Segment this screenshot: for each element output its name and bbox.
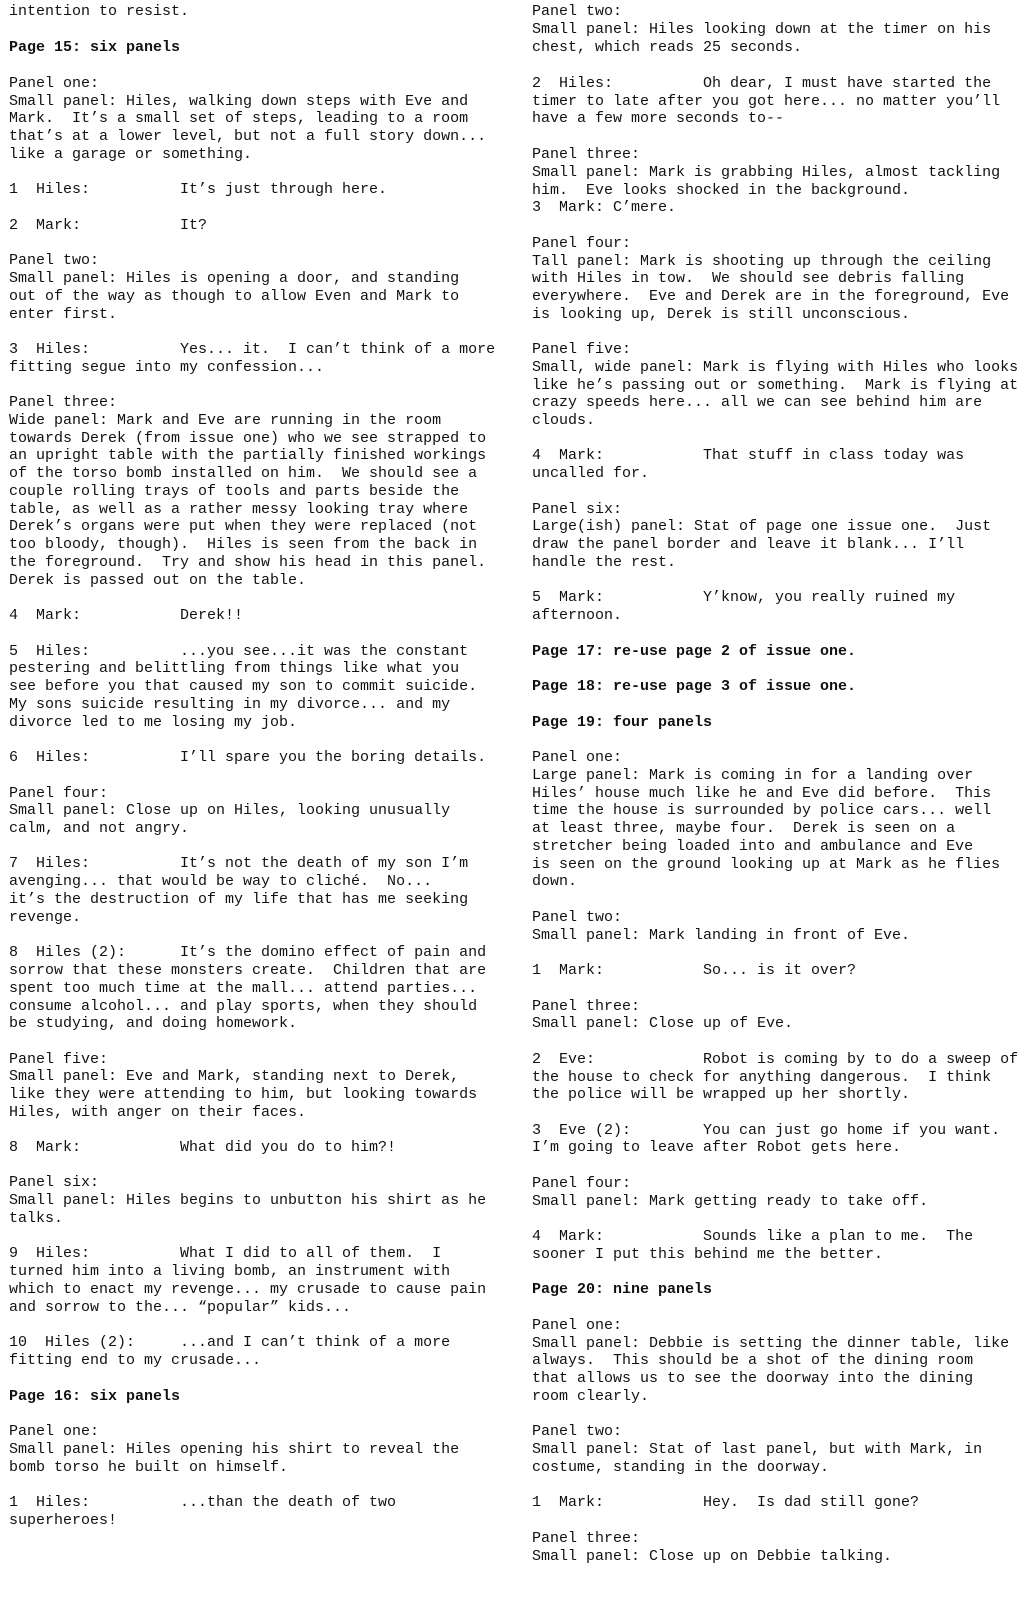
right-script-line: Panel one:: [532, 749, 623, 766]
left-script-line: like they were attending to him, but looking towards: [9, 1086, 478, 1103]
left-script-line: 8 Mark: What did you do to him?!: [9, 1139, 397, 1156]
left-script-line: 3 Hiles: Yes... it. I can’t think of a more: [9, 341, 496, 358]
left-script-line: superheroes!: [9, 1512, 118, 1529]
right-script-line: Panel one:: [532, 1317, 623, 1334]
right-script-line: everywhere. Eve and Derek are in the foreground, Eve: [532, 288, 1010, 305]
left-script-line: 7 Hiles: It’s not the death of my son I’m: [9, 855, 469, 872]
right-script-line: 2 Eve: Robot is coming by to do a sweep of: [532, 1051, 1019, 1068]
right-page-heading: Page 17: re-use page 2 of issue one.: [532, 643, 857, 660]
left-script-line: and sorrow to the... “popular” kids...: [9, 1299, 352, 1316]
left-script-line: Panel one:: [9, 75, 100, 92]
right-script-line: timer to late after you got here... no matter you’ll: [532, 93, 1001, 110]
left-script-line: table, as well as a rather messy looking tray where: [9, 501, 469, 518]
right-page-heading: Page 18: re-use page 3 of issue one.: [532, 678, 857, 695]
left-script-line: which to enact my revenge... my crusade to cause pain: [9, 1281, 487, 1298]
right-script-line: clouds.: [532, 412, 596, 429]
right-script-line: have a few more seconds to--: [532, 110, 785, 127]
left-script-line: Mark. It’s a small set of steps, leading to a room: [9, 110, 469, 127]
left-script-line: 5 Hiles: ...you see...it was the constant: [9, 643, 469, 660]
left-script-line: fitting segue into my confession...: [9, 359, 325, 376]
left-script-line: Hiles, with anger on their faces.: [9, 1104, 307, 1121]
right-script-line: Panel three:: [532, 146, 641, 163]
right-script-line: Small panel: Debbie is setting the dinner table, like: [532, 1335, 1010, 1352]
right-script-line: Hiles’ house much like he and Eve did before. This: [532, 785, 992, 802]
left-script-line: like a garage or something.: [9, 146, 253, 163]
left-script-line: bomb torso he built on himself.: [9, 1459, 289, 1476]
right-script-line: Panel two:: [532, 1423, 623, 1440]
right-script-line: Panel six:: [532, 501, 623, 518]
left-script-line: talks.: [9, 1210, 64, 1227]
left-script-line: an upright table with the partially finished workings: [9, 447, 487, 464]
left-script-line: divorce led to me losing my job.: [9, 714, 298, 731]
right-script-line: 3 Mark: C’mere.: [532, 199, 677, 216]
right-script-line: is seen on the ground looking up at Mark as he flies: [532, 856, 1001, 873]
right-script-line: uncalled for.: [532, 465, 650, 482]
left-script-line: 9 Hiles: What I did to all of them. I: [9, 1245, 442, 1262]
right-script-line: Small panel: Close up of Eve.: [532, 1015, 794, 1032]
left-script-line: consume alcohol... and play sports, when they should: [9, 998, 478, 1015]
left-script-line: 2 Mark: It?: [9, 217, 208, 234]
right-script-line: stretcher being loaded into and ambulance and Eve: [532, 838, 974, 855]
right-script-line: that allows us to see the doorway into the dining: [532, 1370, 974, 1387]
left-script-line: of the torso bomb installed on him. We should see a: [9, 465, 478, 482]
left-script-line: Panel four:: [9, 785, 109, 802]
right-script-line: 1 Mark: So... is it over?: [532, 962, 857, 979]
left-script-line: Small panel: Close up on Hiles, looking unusually: [9, 802, 451, 819]
right-script-line: with Hiles in tow. We should see debris falling: [532, 270, 965, 287]
right-script-line: always. This should be a shot of the dining room: [532, 1352, 974, 1369]
left-script-line: that’s at a lower level, but not a full story down...: [9, 128, 487, 145]
right-script-line: 5 Mark: Y’know, you really ruined my: [532, 589, 956, 606]
right-script-line: Tall panel: Mark is shooting up through the ceiling: [532, 253, 992, 270]
left-script-line: see before you that caused my son to commit suicide.: [9, 678, 478, 695]
right-page-heading: Page 20: nine panels: [532, 1281, 713, 1298]
left-page-heading: Page 15: six panels: [9, 39, 181, 56]
right-script-line: Small panel: Hiles looking down at the timer on his: [532, 21, 992, 38]
right-script-line: Small, wide panel: Mark is flying with Hiles who looks: [532, 359, 1019, 376]
left-script-line: avenging... that would be way to cliché. No...: [9, 873, 433, 890]
left-script-line: Panel six:: [9, 1174, 100, 1191]
left-script-line: 6 Hiles: I’ll spare you the boring details.: [9, 749, 487, 766]
left-script-line: out of the way as though to allow Even and Mark to: [9, 288, 460, 305]
right-script-line: crazy speeds here... all we can see behind him are: [532, 394, 983, 411]
right-script-line: Small panel: Stat of last panel, but with Mark, in: [532, 1441, 983, 1458]
left-script-line: enter first.: [9, 306, 118, 323]
right-script-line: sooner I put this behind me the better.: [532, 1246, 884, 1263]
right-script-line: afternoon.: [532, 607, 623, 624]
right-script-line: 1 Mark: Hey. Is dad still gone?: [532, 1494, 920, 1511]
right-script-line: Panel two:: [532, 909, 623, 926]
left-script-line: towards Derek (from issue one) who we see strapped to: [9, 430, 487, 447]
right-script-line: I’m going to leave after Robot gets here.: [532, 1139, 902, 1156]
left-script-line: Panel two:: [9, 252, 100, 269]
left-script-line: Small panel: Eve and Mark, standing next to Derek,: [9, 1068, 460, 1085]
right-page-heading: Page 19: four panels: [532, 714, 713, 731]
right-script-line: Small panel: Mark getting ready to take off.: [532, 1193, 929, 1210]
right-script-line: draw the panel border and leave it blank... I’ll: [532, 536, 965, 553]
right-script-line: Panel four:: [532, 1175, 632, 1192]
left-script-line: Small panel: Hiles is opening a door, and standing: [9, 270, 460, 287]
left-script-line: 10 Hiles (2): ...and I can’t think of a more: [9, 1334, 451, 1351]
left-script-line: calm, and not angry.: [9, 820, 190, 837]
left-script-line: it’s the destruction of my life that has me seeking: [9, 891, 469, 908]
left-script-line: Small panel: Hiles, walking down steps with Eve and: [9, 93, 469, 110]
left-script-line: 1 Hiles: ...than the death of two: [9, 1494, 397, 1511]
left-script-line: Derek’s organs were put when they were replaced (not: [9, 518, 478, 535]
left-script-line: turned him into a living bomb, an instrument with: [9, 1263, 451, 1280]
left-script-line: fitting end to my crusade...: [9, 1352, 262, 1369]
right-script-line: the house to check for anything dangerous. I think: [532, 1069, 992, 1086]
left-script-line: My sons suicide resulting in my divorce... and my: [9, 696, 451, 713]
right-script-line: him. Eve looks shocked in the background.: [532, 182, 911, 199]
right-script-line: chest, which reads 25 seconds.: [532, 39, 803, 56]
left-script-line: sorrow that these monsters create. Children that are: [9, 962, 487, 979]
left-script-line: Panel five:: [9, 1051, 109, 1068]
left-script-line: 4 Mark: Derek!!: [9, 607, 244, 624]
left-script-line: 8 Hiles (2): It’s the domino effect of pain and: [9, 944, 487, 961]
right-script-line: Panel three:: [532, 1530, 641, 1547]
left-script-line: Derek is passed out on the table.: [9, 572, 307, 589]
left-script-line: the foreground. Try and show his head in this panel.: [9, 554, 487, 571]
left-script-line: 1 Hiles: It’s just through here.: [9, 181, 388, 198]
right-script-line: Large(ish) panel: Stat of page one issue one. Just: [532, 518, 992, 535]
right-script-line: Panel two:: [532, 3, 623, 20]
right-script-line: costume, standing in the doorway.: [532, 1459, 830, 1476]
left-script-line: too bloody, though). Hiles is seen from the back in: [9, 536, 478, 553]
right-script-line: 2 Hiles: Oh dear, I must have started the: [532, 75, 992, 92]
right-script-line: handle the rest.: [532, 554, 677, 571]
left-script-line: couple rolling trays of tools and parts beside the: [9, 483, 460, 500]
right-script-line: time the house is surrounded by police cars... well: [532, 802, 992, 819]
right-script-line: Panel three:: [532, 998, 641, 1015]
right-script-line: Panel five:: [532, 341, 632, 358]
left-script-line: be studying, and doing homework.: [9, 1015, 298, 1032]
right-script-line: like he’s passing out or something. Mark is flying at: [532, 377, 1019, 394]
right-script-line: Panel four:: [532, 235, 632, 252]
left-script-line: Wide panel: Mark and Eve are running in the room: [9, 412, 442, 429]
right-script-line: Small panel: Mark landing in front of Eve.: [532, 927, 911, 944]
right-script-line: is looking up, Derek is still unconscious.: [532, 306, 911, 323]
right-script-line: room clearly.: [532, 1388, 650, 1405]
left-script-line: pestering and belittling from things like what you: [9, 660, 460, 677]
left-script-line: Panel one:: [9, 1423, 100, 1440]
right-script-line: Small panel: Mark is grabbing Hiles, almost tackling: [532, 164, 1001, 181]
left-script-line: intention to resist.: [9, 3, 190, 20]
right-script-line: down.: [532, 873, 578, 890]
left-script-line: Small panel: Hiles begins to unbutton his shirt as he: [9, 1192, 487, 1209]
left-script-line: revenge.: [9, 909, 82, 926]
right-script-line: at least three, maybe four. Derek is seen on a: [532, 820, 956, 837]
right-script-line: 4 Mark: Sounds like a plan to me. The: [532, 1228, 974, 1245]
right-script-line: Large panel: Mark is coming in for a landing over: [532, 767, 974, 784]
left-page-heading: Page 16: six panels: [9, 1388, 181, 1405]
right-script-line: the police will be wrapped up her shortly.: [532, 1086, 911, 1103]
left-script-line: Panel three:: [9, 394, 118, 411]
right-script-line: 4 Mark: That stuff in class today was: [532, 447, 965, 464]
right-script-line: 3 Eve (2): You can just go home if you want.: [532, 1122, 1001, 1139]
right-script-line: Small panel: Close up on Debbie talking.: [532, 1548, 893, 1565]
left-script-line: Small panel: Hiles opening his shirt to reveal the: [9, 1441, 460, 1458]
left-script-line: spent too much time at the mall... attend parties...: [9, 980, 478, 997]
